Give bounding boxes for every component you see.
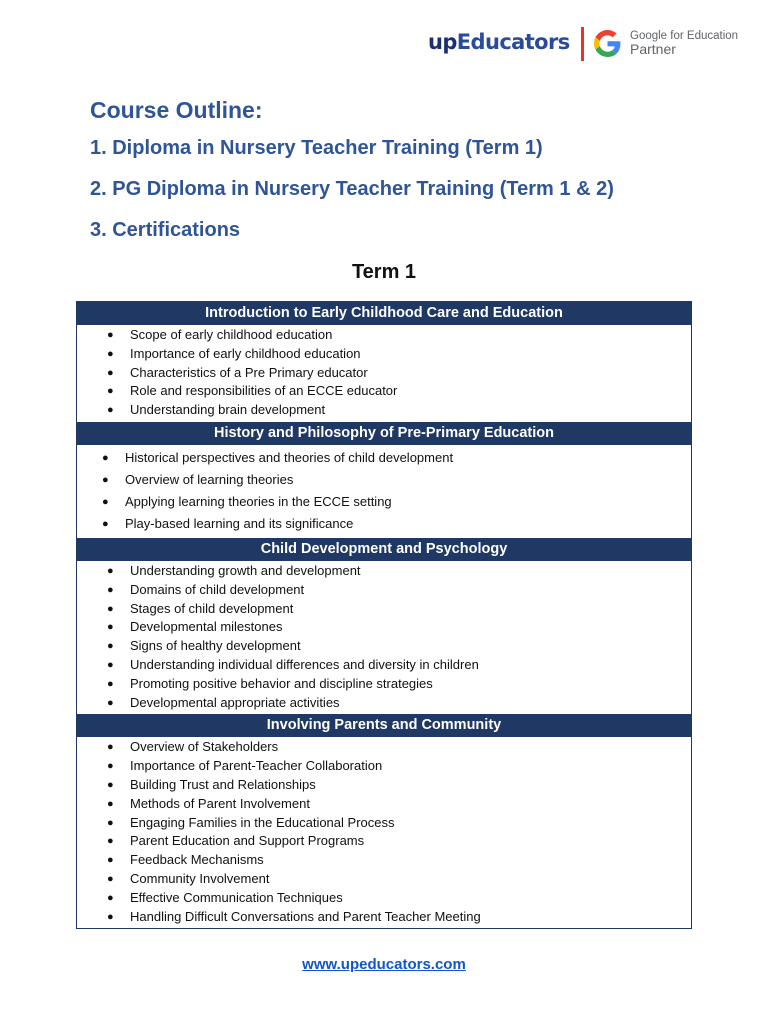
list-item: ● Developmental milestones (77, 618, 691, 637)
logo-divider (581, 27, 584, 61)
bullet-icon: ● (102, 473, 109, 486)
list-item: ● Importance of early childhood education (77, 345, 691, 364)
topic-list (77, 737, 691, 928)
partner-line-1: Google for Education (630, 30, 739, 42)
website-link[interactable]: www.upeducators.com (302, 956, 466, 973)
bullet-icon: ● (102, 517, 109, 530)
outline-item: 1. Diploma in Nursery Teacher Training (Term 1) (90, 137, 543, 159)
upeducators-logo: upEducators (428, 30, 570, 54)
list-item: ● Engaging Families in the Educational Process (77, 814, 691, 833)
list-item: ● Developmental appropriate activities (77, 694, 691, 713)
bullet-icon: ● (107, 602, 114, 615)
header-logos (428, 26, 748, 66)
course-table (76, 301, 692, 929)
list-item: ● Importance of Parent-Teacher Collaboration (77, 757, 691, 776)
list-item: ● Community Involvement (77, 870, 691, 889)
list-item: ● Handling Difficult Conversations and Parent Teacher Meeting (77, 908, 691, 927)
bullet-icon: ● (107, 347, 114, 360)
list-item: ● Overview of learning theories (77, 469, 691, 491)
bullet-icon: ● (107, 366, 114, 379)
bullet-icon: ● (102, 495, 109, 508)
bullet-icon: ● (107, 404, 114, 417)
list-item: ● Stages of child development (77, 600, 691, 619)
list-item: ● Parent Education and Support Programs (77, 832, 691, 851)
list-item: ● Scope of early childhood education (77, 326, 691, 345)
bullet-icon: ● (107, 778, 114, 791)
google-g-icon (594, 30, 621, 57)
bullet-icon: ● (107, 891, 114, 904)
bullet-icon: ● (107, 696, 114, 709)
course-outline (90, 94, 614, 252)
outline-title: Course Outline: (90, 97, 263, 123)
list-item: ● Role and responsibilities of an ECCE educator (77, 382, 691, 401)
list-item: ● Understanding growth and development (77, 562, 691, 581)
module-header: Child Development and Psychology (77, 538, 691, 561)
term-title: Term 1 (351, 261, 417, 283)
bullet-icon: ● (107, 741, 114, 754)
bullet-icon: ● (107, 621, 114, 634)
bullet-icon: ● (107, 385, 114, 398)
list-item: ● Play-based learning and its significance (77, 513, 691, 535)
list-item: ● Understanding individual differences and diversity in children (77, 656, 691, 675)
list-item: ● Overview of Stakeholders (77, 738, 691, 757)
bullet-icon: ● (107, 677, 114, 690)
list-item: ● Signs of healthy development (77, 637, 691, 656)
list-item: ● Historical perspectives and theories of child development (77, 447, 691, 469)
bullet-icon: ● (107, 797, 114, 810)
partner-line-2: Partner (630, 41, 676, 57)
bullet-icon: ● (107, 329, 114, 341)
bullet-icon: ● (107, 854, 114, 867)
list-item: ● Promoting positive behavior and discipline strategies (77, 675, 691, 694)
list-item: ● Domains of child development (77, 581, 691, 600)
bullet-icon: ● (107, 760, 114, 773)
list-item: ● Methods of Parent Involvement (77, 795, 691, 814)
list-item: ● Characteristics of a Pre Primary educator (77, 364, 691, 383)
list-item: ● Effective Communication Techniques (77, 889, 691, 908)
bullet-icon: ● (107, 640, 114, 653)
google-partner-text (630, 30, 738, 56)
list-item: ● Building Trust and Relationships (77, 776, 691, 795)
bullet-icon: ● (102, 451, 109, 464)
list-item: ● Understanding brain development (77, 401, 691, 420)
topic-list (77, 445, 691, 538)
bullet-icon: ● (107, 658, 114, 671)
topic-list (77, 561, 691, 714)
outline-item: 2. PG Diploma in Nursery Teacher Training (Term 1 & 2) (90, 178, 614, 200)
bullet-icon: ● (107, 910, 114, 923)
module-header: History and Philosophy of Pre-Primary Education (77, 422, 691, 445)
bullet-icon: ● (107, 564, 114, 577)
topic-list (77, 325, 691, 422)
bullet-icon: ● (107, 835, 114, 848)
module-header: Introduction to Early Childhood Care and Education (77, 302, 691, 325)
list-item: ● Applying learning theories in the ECCE setting (77, 491, 691, 513)
bullet-icon: ● (107, 816, 114, 829)
module-header: Involving Parents and Community (77, 714, 691, 737)
bullet-icon: ● (107, 872, 114, 885)
footer (0, 956, 768, 974)
outline-item: 3. Certifications (90, 219, 241, 241)
list-item: ● Feedback Mechanisms (77, 851, 691, 870)
bullet-icon: ● (107, 583, 114, 596)
